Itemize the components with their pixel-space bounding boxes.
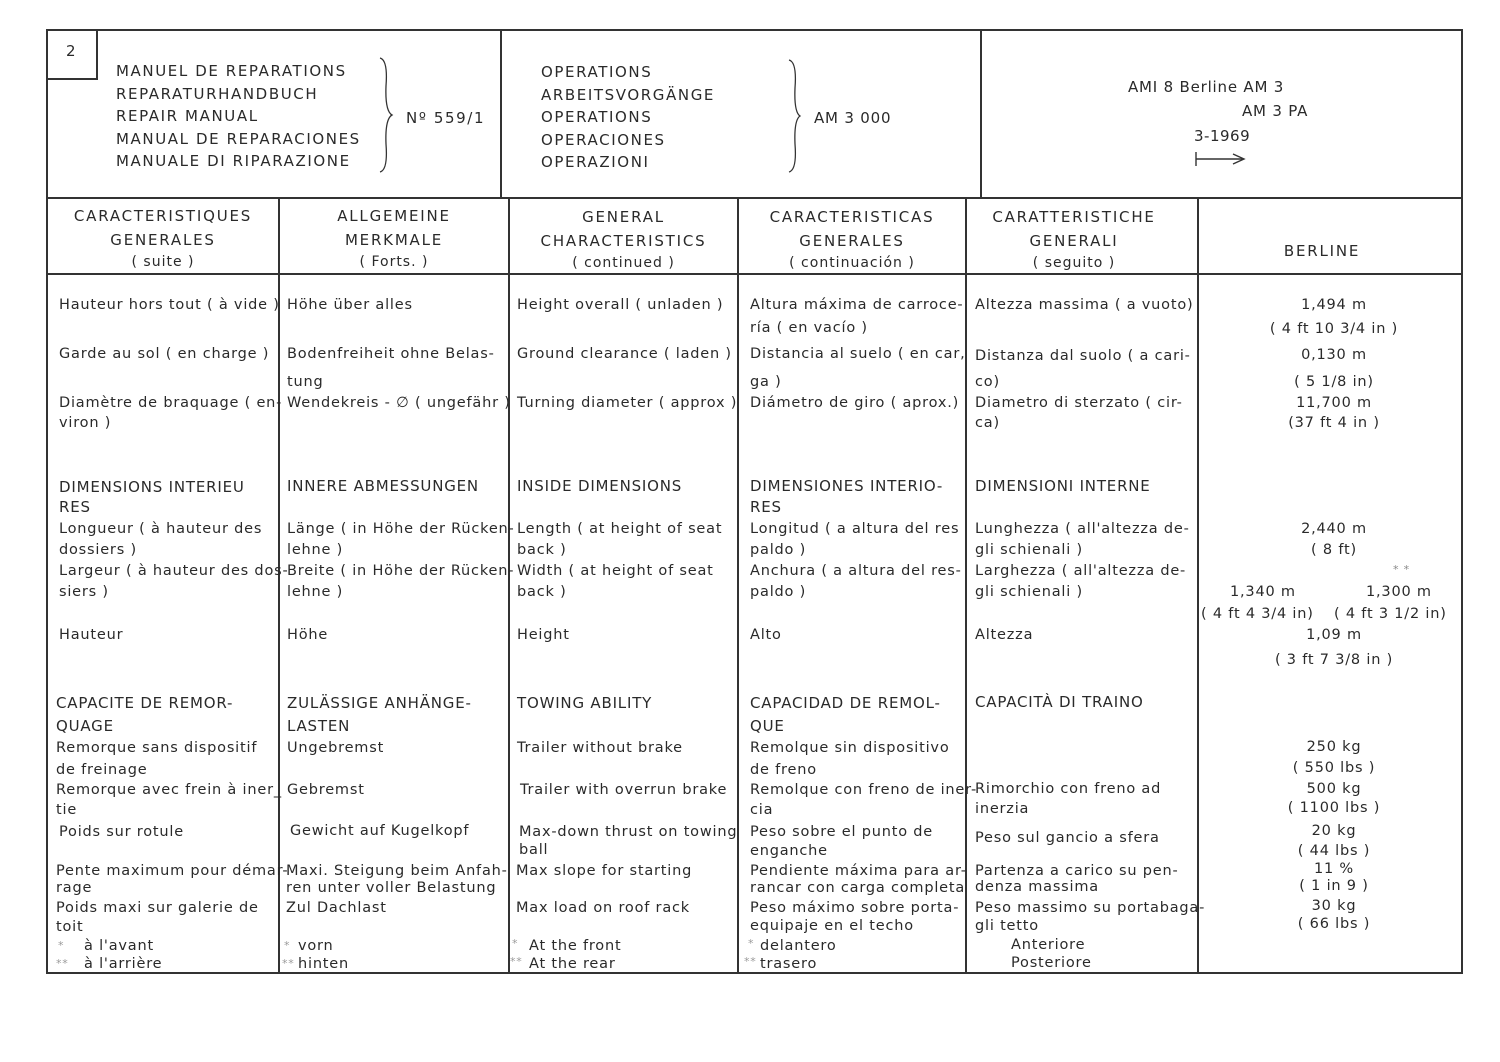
s3-es-title-1: CAPACIDAD DE REMOL- [750, 694, 941, 712]
col-header-es-line1: CARACTERISTICAS [769, 208, 935, 226]
col-vline-4 [965, 197, 967, 974]
s3-es-ball-1: Peso sobre el punto de [750, 824, 934, 840]
brace-right-1 [376, 56, 396, 174]
s2-it-length-1: Lunghezza ( all'altezza de- [975, 521, 1190, 537]
s2-en-title: INSIDE DIMENSIONS [517, 477, 683, 495]
s1-it-turning-2: ca) [975, 415, 1000, 431]
s2-es-length-1: Longitud ( a altura del res [750, 521, 960, 537]
s3-de-rear: hinten [298, 956, 350, 972]
s2-de-width-2: lehne ) [287, 584, 344, 600]
col-header-es-line2: GENERALES [799, 232, 905, 250]
s3-de-mark-single: * [284, 939, 291, 952]
s3-de-slope-1: Maxi. Steigung beim Anfah- [286, 863, 508, 879]
s1-es-clearance-1: Distancia al suelo ( en car, [750, 346, 966, 362]
s3-fr-brake-1: Remorque avec frein à iner_ [56, 782, 282, 798]
s2-val-length-2: ( 8 ft) [1311, 542, 1357, 558]
operation-it: OPERAZIONI [541, 153, 650, 171]
s2-en-width-1: Width ( at height of seat [517, 563, 714, 579]
s3-es-nobrake-2: de freno [750, 762, 817, 778]
s1-it-height: Altezza massima ( a vuoto) [975, 297, 1194, 313]
s3-it-brake-2: inerzia [975, 801, 1030, 817]
s2-it-length-2: gli schienali ) [975, 542, 1083, 558]
col-header-de [280, 204, 508, 273]
s3-es-title-2: QUE [750, 717, 785, 735]
s3-en-roof: Max load on roof rack [516, 900, 690, 916]
models-line-1: AMI 8 Berline AM 3 [1128, 78, 1285, 96]
s1-es-clearance-2: ga ) [750, 374, 782, 390]
col-header-es [739, 205, 965, 274]
s1-en-turning: Turning diameter ( approx ) [517, 395, 738, 411]
col-header-it-line3: ( seguito ) [1032, 255, 1116, 271]
s3-de-ball: Gewicht auf Kugelkopf [290, 823, 470, 839]
s3-fr-title-2: QUAGE [56, 717, 114, 735]
col-header-de-line1: ALLGEMEINE [337, 207, 451, 225]
col-header-it [967, 205, 1181, 274]
date: 3-1969 [1194, 127, 1251, 145]
s2-es-width-1: Anchura ( a altura del res- [750, 563, 962, 579]
s3-val-brake-1: 500 kg [1306, 781, 1362, 797]
s3-fr-roof-2: toit [56, 919, 84, 935]
s3-fr-mark-single: * [58, 939, 65, 952]
s2-fr-title-2: RES [59, 498, 91, 516]
models-line-2: AM 3 PA [1242, 102, 1309, 120]
operation-code: AM 3 000 [814, 109, 892, 127]
s3-es-roof-1: Peso máximo sobre porta- [750, 900, 960, 916]
manual-title-de: REPARATURHANDBUCH [116, 84, 319, 103]
s2-de-height: Höhe [287, 627, 329, 643]
s3-es-mark-double: ** [744, 955, 757, 968]
s3-val-roof-2: ( 66 lbs ) [1297, 916, 1371, 932]
s3-en-mark-single: * [512, 937, 519, 950]
s3-val-slope-1: 11 % [1313, 861, 1355, 877]
s1-val-clearance-1: 0,130 m [1301, 347, 1367, 363]
s2-es-length-2: paldo ) [750, 542, 807, 558]
s2-fr-title-1: DIMENSIONS INTERIEU [59, 478, 245, 496]
col-header-fr-line3: ( suite ) [131, 254, 195, 270]
s2-en-height: Height [517, 627, 570, 643]
s2-val-width-rear: 1,300 m [1366, 584, 1432, 600]
s1-de-height: Höhe über alles [287, 297, 413, 313]
s3-fr-ball: Poids sur rotule [59, 824, 184, 840]
s1-de-turning: Wendekreis - ∅ ( ungefähr ) [287, 395, 511, 411]
col-vline-2 [508, 197, 510, 974]
s2-es-width-2: paldo ) [750, 584, 807, 600]
s3-fr-title-1: CAPACITE DE REMOR- [56, 694, 234, 712]
header-divider [46, 197, 1463, 199]
s3-de-front: vorn [298, 938, 334, 954]
s3-it-roof-1: Peso massimo su portabaga- [975, 900, 1206, 916]
s2-en-length-1: Length ( at height of seat [517, 521, 723, 537]
operation-de: ARBEITSVORGÄNGE [541, 85, 715, 104]
s3-es-slope-1: Pendiente máxima para ar- [750, 863, 967, 879]
s2-val-length-1: 2,440 m [1301, 521, 1367, 537]
s3-val-brake-2: ( 1100 lbs ) [1287, 800, 1381, 816]
s1-es-height-1: Altura máxima de carroce- [750, 297, 964, 313]
s1-it-clearance-2: co) [975, 374, 1000, 390]
s2-de-length-2: lehne ) [287, 542, 344, 558]
col-header-en [510, 205, 737, 274]
s3-en-slope: Max slope for starting [516, 863, 693, 879]
s2-es-height: Alto [750, 627, 782, 643]
s2-val-height-1: 1,09 m [1306, 627, 1362, 643]
s1-val-clearance-2: ( 5 1/8 in) [1294, 374, 1374, 390]
s3-it-rear: Posteriore [1011, 955, 1092, 971]
s1-it-clearance-1: Distanza dal suolo ( a cari- [975, 348, 1191, 364]
s1-en-height: Height overall ( unladen ) [517, 297, 724, 313]
s2-es-title-2: RES [750, 498, 782, 516]
s3-fr-nobrake-1: Remorque sans dispositif [56, 740, 258, 756]
arrow-right-icon [1195, 150, 1247, 168]
s3-es-nobrake-1: Remolque sin dispositivo [750, 740, 950, 756]
col-header-it-line1: CARATTERISTICHE [992, 208, 1156, 226]
s1-en-clearance: Ground clearance ( laden ) [517, 346, 732, 362]
s3-en-rear: At the rear [529, 956, 616, 972]
brace-left-2 [783, 58, 803, 174]
s3-es-ball-2: enganche [750, 843, 828, 859]
s1-de-clearance-2: tung [287, 374, 324, 390]
s2-it-width-2: gli schienali ) [975, 584, 1083, 600]
s1-val-height-1: 1,494 m [1301, 297, 1367, 313]
s3-fr-mark-double: ** [56, 957, 69, 970]
s1-it-turning-1: Diametro di sterzato ( cir- [975, 395, 1183, 411]
col-header-de-line2: MERKMALE [344, 231, 444, 249]
s1-fr-turning-1: Diamètre de braquage ( en- [59, 395, 283, 411]
s3-it-ball: Peso sul gancio a sfera [975, 830, 1160, 846]
s3-val-slope-2: ( 1 in 9 ) [1299, 878, 1369, 894]
col-header-it-line2: GENERALI [1029, 232, 1119, 250]
s3-fr-roof-1: Poids maxi sur galerie de [56, 900, 259, 916]
col-header-en-line2: CHARACTERISTICS [540, 232, 707, 250]
s3-es-rear: trasero [760, 956, 818, 972]
s1-val-height-2: ( 4 ft 10 3/4 in ) [1269, 321, 1399, 337]
s3-en-title: TOWING ABILITY [517, 694, 653, 712]
s3-fr-rear: à l'arrière [84, 956, 163, 972]
col-header-es-line3: ( continuación ) [789, 255, 915, 271]
s3-val-ball-2: ( 44 lbs ) [1297, 843, 1371, 859]
s1-es-turning: Diámetro de giro ( aprox.) [750, 395, 960, 411]
s3-en-ball-2: ball [519, 842, 549, 858]
s2-en-width-2: back ) [517, 584, 567, 600]
s3-it-front: Anteriore [1011, 937, 1086, 953]
operation-es: OPERACIONES [541, 130, 666, 149]
manual-title-en: REPAIR MANUAL [116, 107, 259, 125]
s3-en-brake: Trailer with overrun brake [520, 782, 728, 798]
s3-fr-slope-2: rage [56, 880, 93, 896]
s2-fr-length-2: dossiers ) [59, 542, 137, 558]
s1-es-height-2: ría ( en vacío ) [750, 320, 868, 336]
s3-de-mark-double: ** [282, 957, 295, 970]
manual-title-es: MANUAL DE REPARACIONES [116, 129, 361, 148]
s2-de-title: INNERE ABMESSUNGEN [287, 477, 479, 495]
s3-fr-nobrake-2: de freinage [56, 762, 148, 778]
operation-en: OPERATIONS [541, 108, 653, 126]
s3-es-front: delantero [760, 938, 837, 954]
s3-fr-slope-1: Pente maximum pour démar- [56, 863, 289, 879]
page-number: 2 [66, 42, 76, 60]
s3-it-slope-1: Partenza a carico su pen- [975, 863, 1179, 879]
s2-fr-width-1: Largeur ( à hauteur des dos- [59, 563, 289, 579]
operation-fr: OPERATIONS [541, 63, 653, 81]
s3-val-nobrake-2: ( 550 lbs ) [1292, 760, 1376, 776]
col-header-fr-line1: CARACTERISTIQUES [73, 207, 253, 225]
s3-es-brake-2: cia [750, 802, 774, 818]
manual-title-fr: MANUEL DE REPARATIONS [116, 62, 347, 80]
s2-val-width-front: 1,340 m [1230, 584, 1296, 600]
s2-val-marks: * * [1393, 563, 1410, 576]
s3-val-ball-1: 20 kg [1311, 823, 1357, 839]
s3-es-slope-2: rancar con carga completa [750, 880, 966, 896]
header-vline-1 [500, 29, 502, 199]
s1-fr-turning-2: viron ) [59, 415, 112, 431]
s3-en-nobrake: Trailer without brake [517, 740, 683, 756]
col-header-values: BERLINE [1283, 242, 1361, 260]
col-header-en-line1: GENERAL [582, 208, 665, 226]
s2-es-title-1: DIMENSIONES INTERIO- [750, 477, 944, 495]
operations-list [541, 61, 715, 174]
s2-it-title: DIMENSIONI INTERNE [975, 477, 1151, 495]
s2-it-height: Altezza [975, 627, 1034, 643]
s1-val-turning-2: (37 ft 4 in ) [1288, 415, 1380, 431]
s3-fr-front: à l'avant [84, 938, 154, 954]
s3-de-title-1: ZULÄSSIGE ANHÄNGE- [287, 694, 472, 712]
s3-de-brake: Gebremst [287, 782, 365, 798]
s3-it-title: CAPACITÀ DI TRAINO [975, 693, 1144, 711]
s3-de-slope-2: ren unter voller Belastung [286, 880, 497, 896]
manual-titles [116, 60, 361, 173]
col-header-de-line3: ( Forts. ) [359, 254, 429, 270]
s1-fr-clearance: Garde au sol ( en charge ) [59, 346, 270, 362]
s3-es-roof-2: equipaje en el techo [750, 918, 914, 934]
s3-de-nobrake: Ungebremst [287, 740, 385, 756]
s2-it-width-1: Larghezza ( all'altezza de- [975, 563, 1187, 579]
col-vline-3 [737, 197, 739, 974]
s3-val-roof-1: 30 kg [1311, 898, 1357, 914]
s3-en-mark-double: ** [510, 955, 523, 968]
s2-fr-length-1: Longueur ( à hauteur des [59, 521, 263, 537]
s3-it-brake-1: Rimorchio con freno ad [975, 781, 1162, 797]
manual-title-it: MANUALE DI RIPARAZIONE [116, 152, 351, 170]
s2-de-length-1: Länge ( in Höhe der Rücken- [287, 521, 515, 537]
s1-fr-height: Hauteur hors tout ( à vide ) [59, 297, 280, 313]
s1-de-clearance-1: Bodenfreiheit ohne Belas- [287, 346, 495, 362]
s3-val-nobrake-1: 250 kg [1306, 739, 1362, 755]
s3-de-title-2: LASTEN [287, 717, 351, 735]
s2-val-width-front-imp: ( 4 ft 4 3/4 in) [1201, 606, 1314, 622]
s3-de-roof: Zul Dachlast [286, 900, 387, 916]
manual-number: Nº 559/1 [406, 109, 486, 127]
s2-fr-height: Hauteur [59, 627, 124, 643]
s2-de-width-1: Breite ( in Höhe der Rücken- [287, 563, 515, 579]
s2-val-width-rear-imp: ( 4 ft 3 1/2 in) [1334, 606, 1447, 622]
s2-en-length-2: back ) [517, 542, 567, 558]
s3-en-ball-1: Max-down thrust on towing [519, 824, 738, 840]
col-header-fr [48, 204, 278, 273]
header-vline-2 [980, 29, 982, 199]
s2-val-height-2: ( 3 ft 7 3/8 in ) [1274, 652, 1394, 668]
s3-it-slope-2: denza massima [975, 879, 1099, 895]
s3-en-front: At the front [529, 938, 622, 954]
s3-es-brake-1: Remolque con freno de iner- [750, 782, 978, 798]
s3-es-mark-single: * [748, 937, 755, 950]
col-header-fr-line2: GENERALES [110, 231, 216, 249]
s2-fr-width-2: siers ) [59, 584, 109, 600]
col-header-en-line3: ( continued ) [572, 255, 675, 271]
s3-it-roof-2: gli tetto [975, 918, 1039, 934]
s3-fr-brake-2: tie [56, 802, 78, 818]
s1-val-turning-1: 11,700 m [1296, 395, 1372, 411]
